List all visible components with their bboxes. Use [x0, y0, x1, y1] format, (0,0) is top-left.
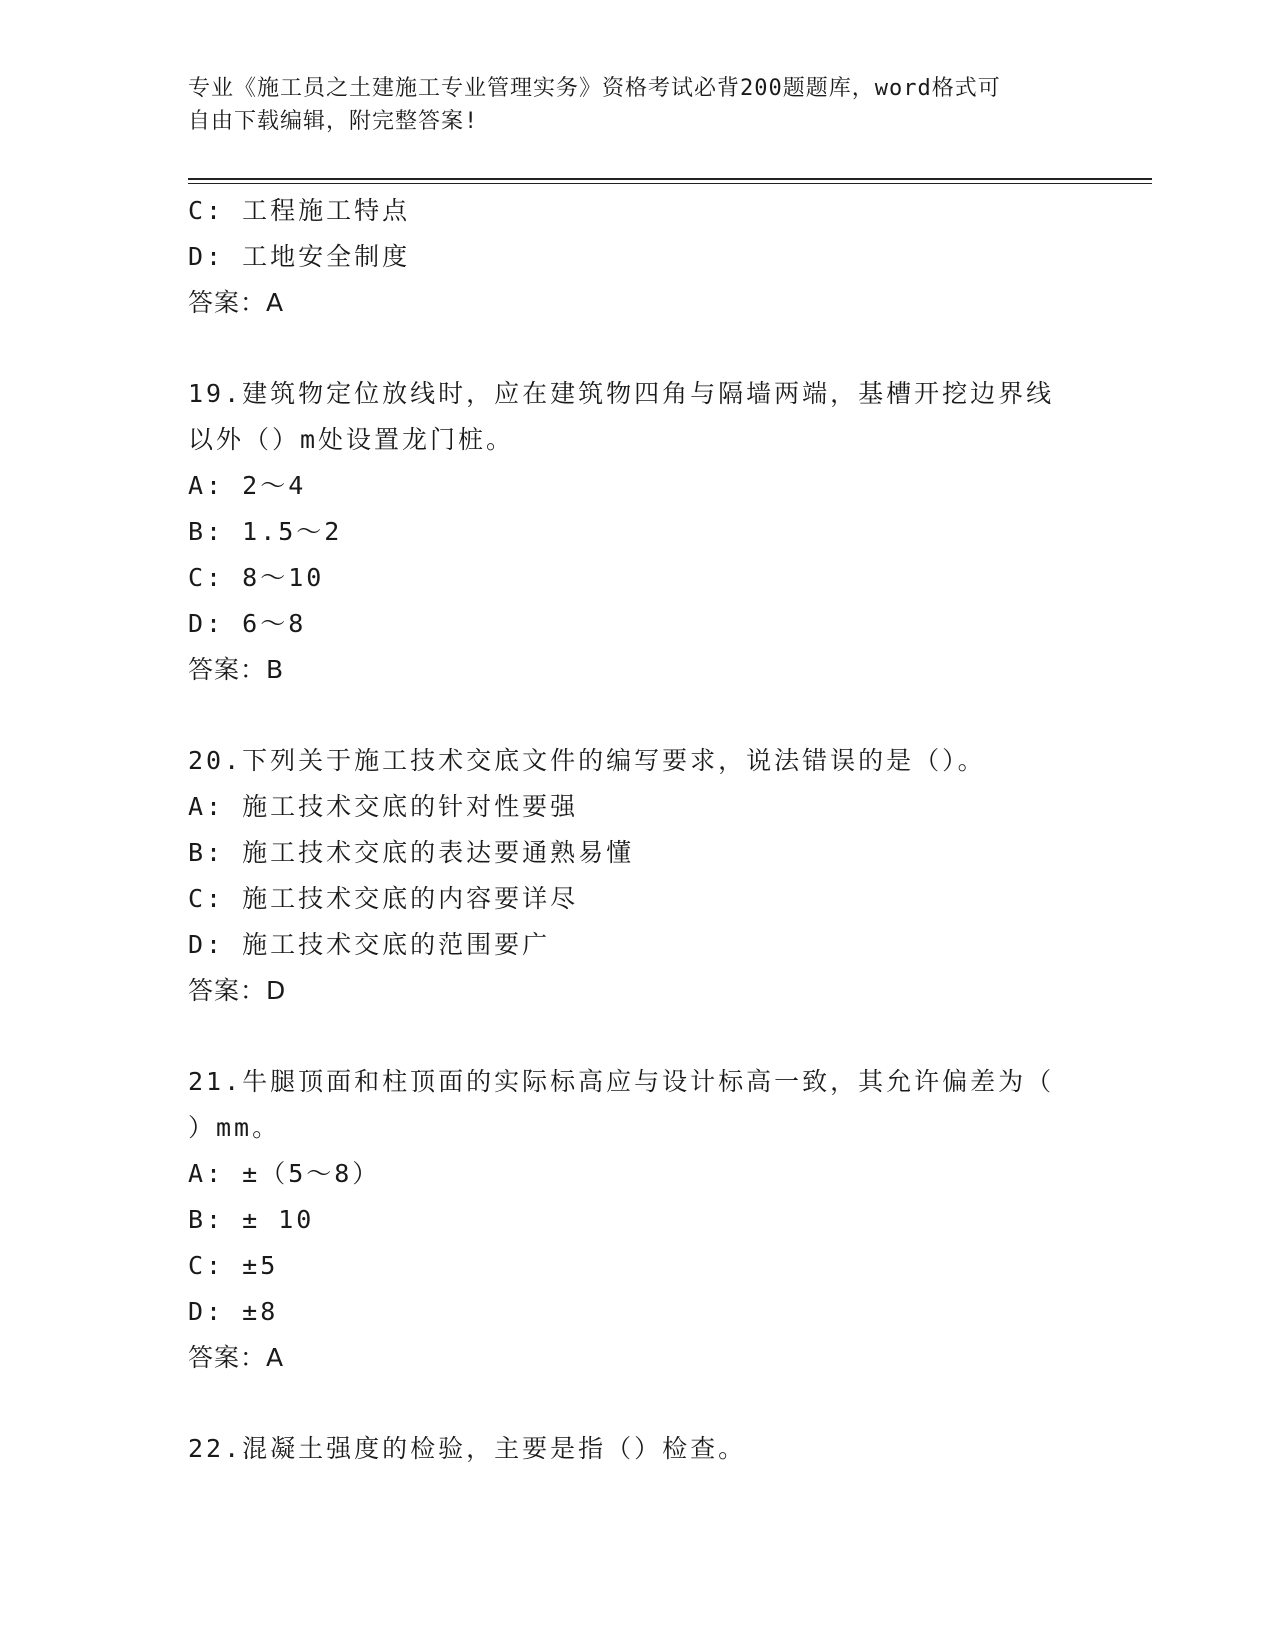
header-divider-thick	[188, 178, 1152, 180]
question-19	[188, 371, 1088, 693]
option-b: B: 施工技术交底的表达要通熟易懂	[188, 838, 635, 867]
spacer	[188, 1381, 1088, 1426]
question-stem: 19.建筑物定位放线时，应在建筑物四角与隔墙两端，基槽开挖边界线	[188, 379, 1055, 408]
option-a: A: 施工技术交底的针对性要强	[188, 792, 579, 821]
answer-line: 答案：D	[188, 976, 287, 1005]
option-d: D: 6～8	[188, 609, 307, 638]
option-d: D: 工地安全制度	[188, 242, 411, 271]
option-c: C: 8～10	[188, 563, 325, 592]
question-stem-continued: 以外（）m处设置龙门桩。	[188, 425, 515, 454]
answer-line: 答案：B	[188, 655, 285, 684]
question-list	[188, 188, 1088, 1472]
question-stem: 20.下列关于施工技术交底文件的编写要求，说法错误的是（）。	[188, 746, 986, 775]
spacer	[188, 693, 1088, 738]
question-stem-continued: ）mm。	[188, 1113, 281, 1142]
option-a: A: ±（5～8）	[188, 1159, 381, 1188]
question-20	[188, 738, 1088, 1014]
option-c: C: ±5	[188, 1251, 279, 1280]
header-divider-thin	[188, 183, 1152, 184]
option-c: C: 施工技术交底的内容要详尽	[188, 884, 579, 913]
header-line-1: 专业《施工员之土建施工专业管理实务》资格考试必背200题题库，word格式可	[188, 76, 1001, 101]
question-22	[188, 1426, 1088, 1472]
option-b: B: ± 10	[188, 1205, 315, 1234]
answer-line: 答案：A	[188, 288, 285, 317]
option-a: A: 2～4	[188, 471, 307, 500]
question-18	[188, 188, 1088, 326]
option-d: D: ±8	[188, 1297, 279, 1326]
page-header	[188, 72, 1068, 138]
header-line-2: 自由下载编辑，附完整答案!	[188, 109, 479, 134]
option-b: B: 1.5～2	[188, 517, 343, 546]
spacer	[188, 326, 1088, 371]
option-c: C: 工程施工特点	[188, 196, 411, 225]
spacer	[188, 1014, 1088, 1059]
answer-line: 答案：A	[188, 1343, 285, 1372]
question-stem: 21.牛腿顶面和柱顶面的实际标高应与设计标高一致，其允许偏差为（	[188, 1067, 1055, 1096]
option-d: D: 施工技术交底的范围要广	[188, 930, 551, 959]
question-21	[188, 1059, 1088, 1381]
question-stem: 22.混凝土强度的检验，主要是指（）检查。	[188, 1434, 747, 1463]
